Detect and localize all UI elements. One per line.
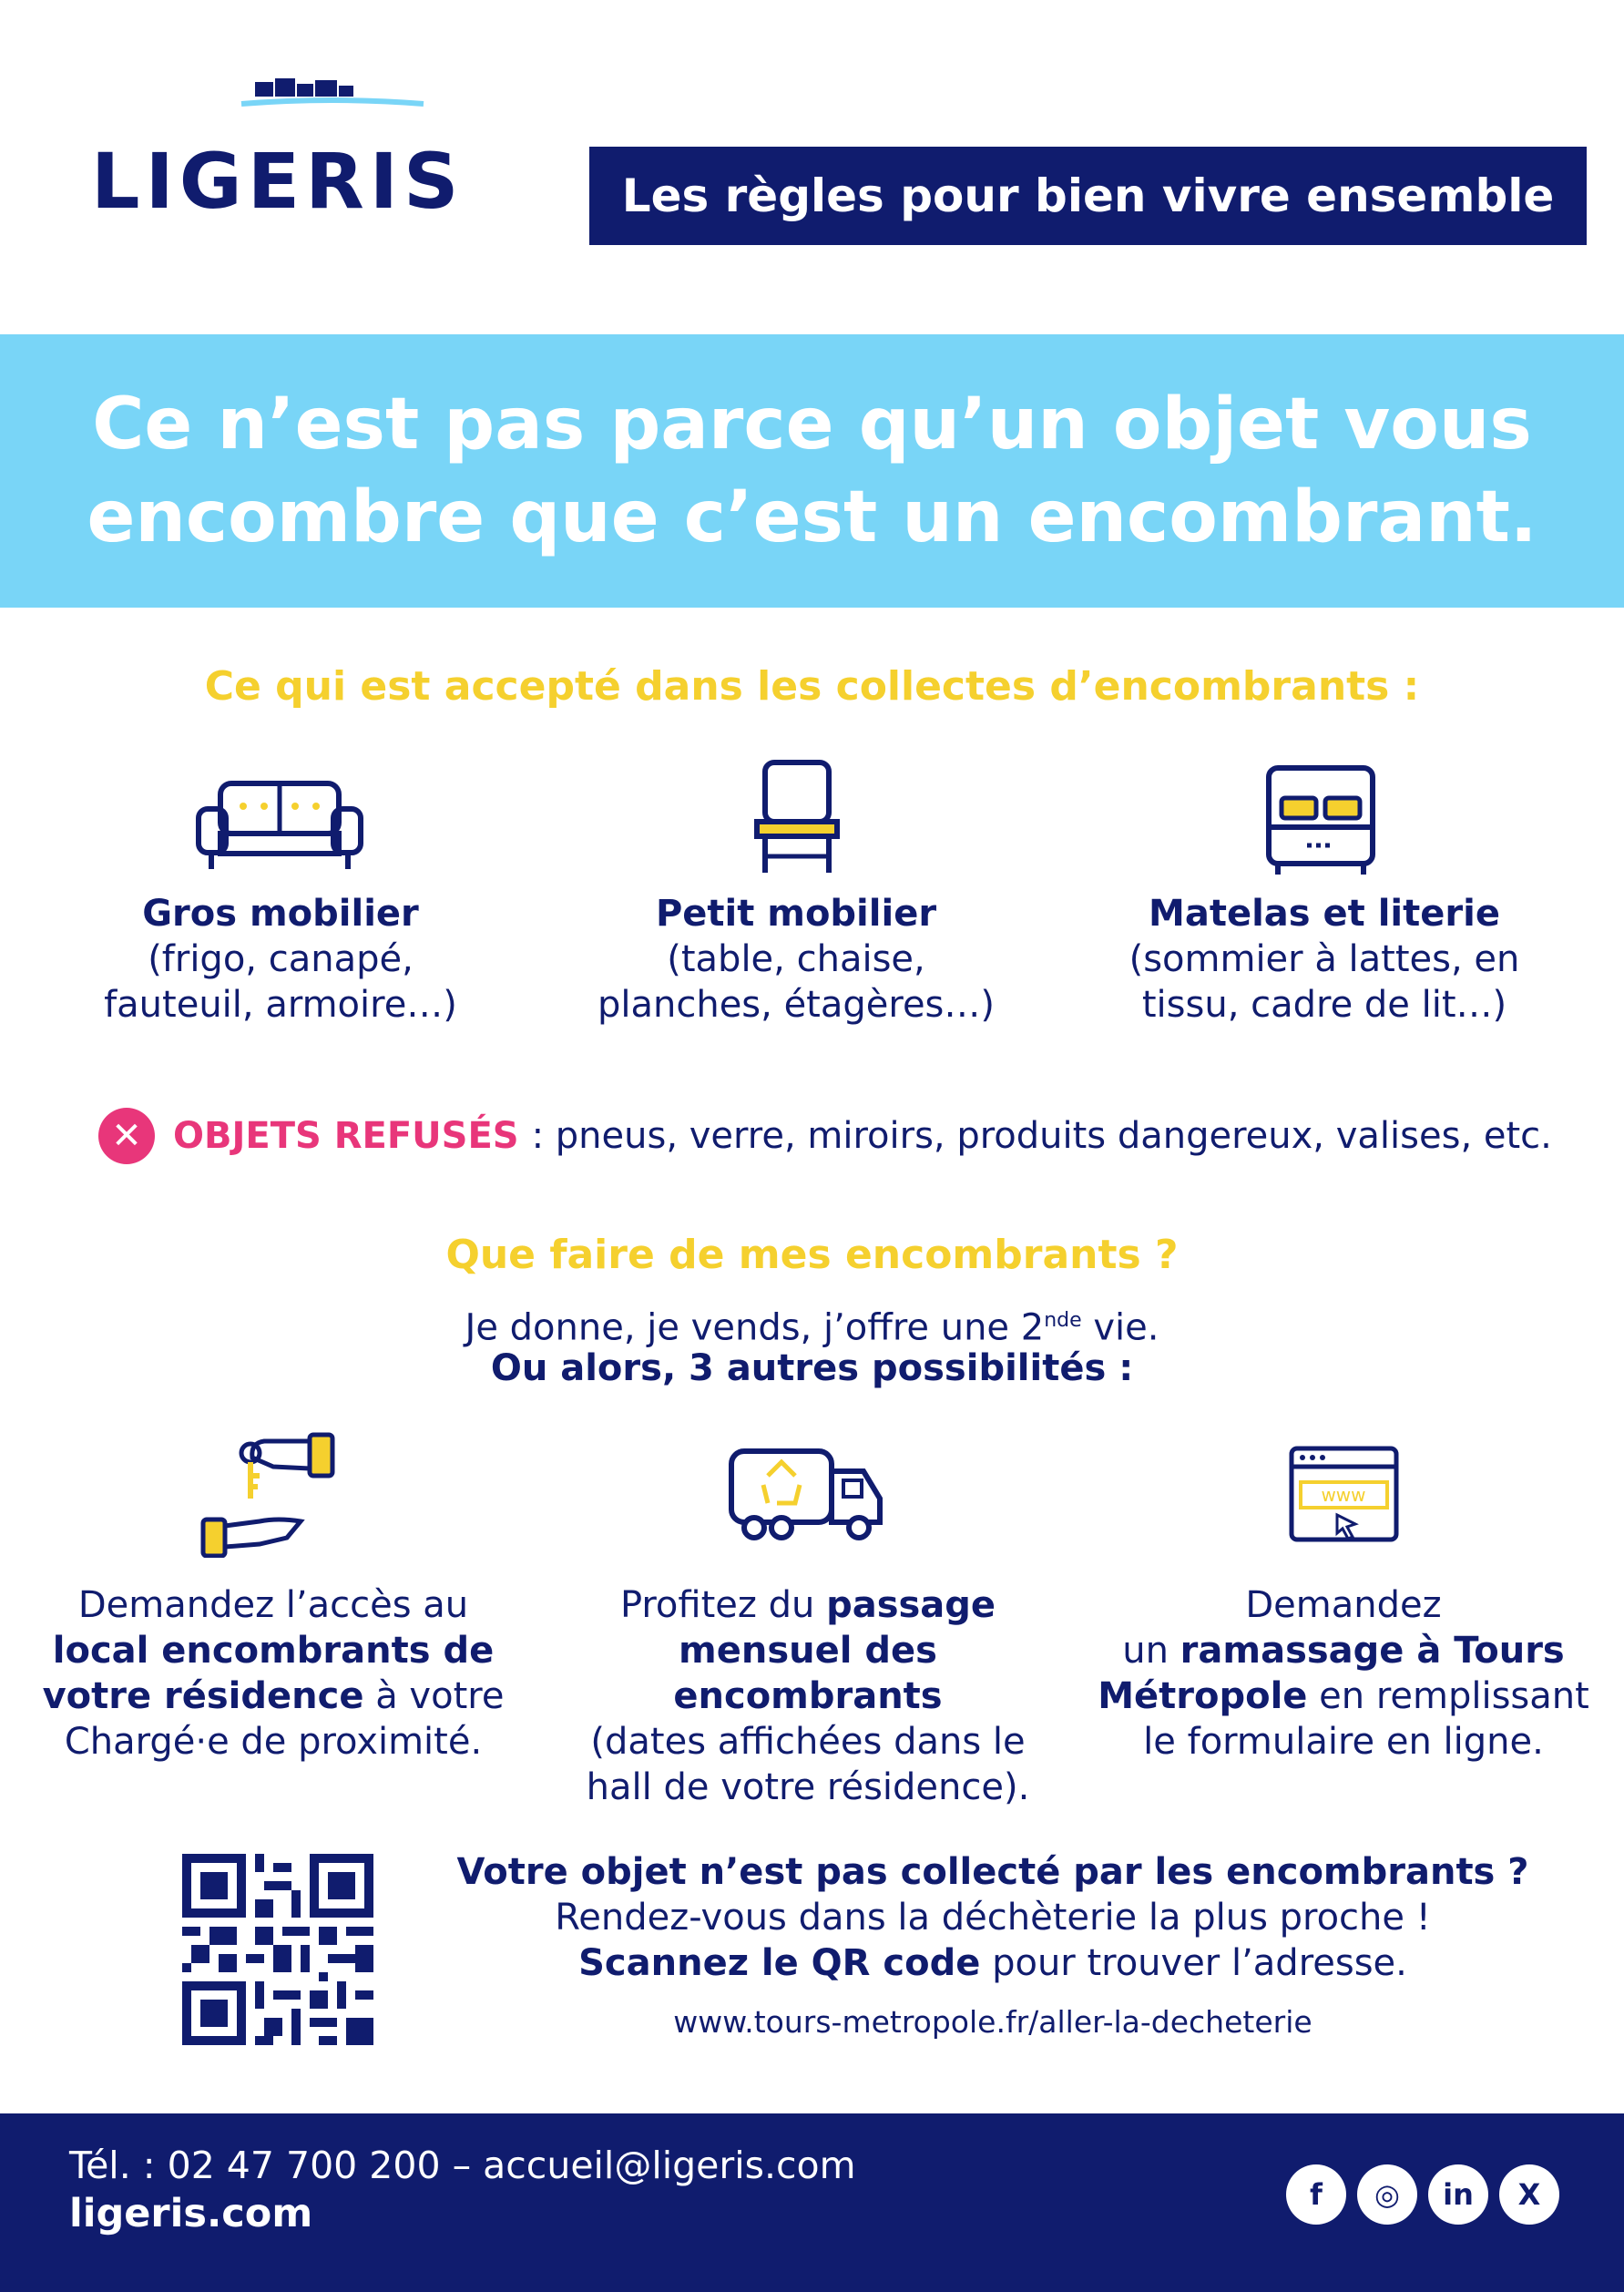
svg-text:www: www (1321, 1484, 1366, 1506)
option-text-bold: passage (826, 1584, 996, 1626)
option-text: Chargé·e de proximité. (64, 1721, 483, 1763)
option-text: hall de votre résidence). (586, 1766, 1030, 1808)
recycling-truck-icon (727, 1444, 886, 1544)
option-text: Demandez l’accès au (77, 1584, 469, 1626)
footer-contact[interactable]: Tél. : 02 47 700 200 – accueil@ligeris.com (69, 2144, 856, 2187)
item-detail: (frigo, canapé, (148, 938, 414, 980)
facebook-icon[interactable]: f (1286, 2164, 1346, 2225)
hero-headline (0, 334, 1624, 608)
linkedin-icon[interactable]: in (1428, 2164, 1488, 2225)
option-text-bold: Métropole (1098, 1675, 1308, 1717)
option-text: Profitez du (619, 1584, 827, 1626)
option-text: Demandez (1245, 1584, 1442, 1626)
instagram-icon[interactable]: ◎ (1357, 2164, 1417, 2225)
what-to-do-title: Que faire de mes encombrants ? (445, 1232, 1179, 1278)
keys-handover-icon (196, 1430, 342, 1558)
chair-icon (751, 758, 843, 876)
qr-line-3-bold: Scannez le QR code (578, 1942, 981, 1984)
qr-line-2: Rendez-vous dans la déchèterie la plus proche ! (555, 1897, 1431, 1939)
logo-wordmark: LIGERIS (91, 137, 465, 226)
sofa-icon (193, 774, 366, 875)
what-to-do-line1 (0, 1297, 1624, 1351)
option-ramassage (1079, 1582, 1608, 1765)
option-passage-mensuel (544, 1582, 1072, 1810)
footer (0, 2113, 1624, 2292)
refused-objects (98, 1104, 1556, 1168)
item-detail: planches, étagères…) (597, 984, 995, 1026)
logo-mark-icon (237, 73, 428, 118)
bed-icon (1261, 763, 1380, 877)
item-detail: (sommier à lattes, en (1129, 938, 1520, 980)
option-local-encombrants (9, 1582, 537, 1765)
option-text-bold: local encombrants de (52, 1630, 495, 1672)
option-text: un (1122, 1630, 1180, 1672)
x-icon[interactable]: X (1499, 2164, 1559, 2225)
hero-line-2: encombre que c’est un encombrant. (87, 476, 1537, 558)
option-text: en remplissant (1307, 1675, 1589, 1717)
superscript: nde (1044, 1309, 1082, 1332)
footer-site-link[interactable]: ligeris.com (69, 2191, 313, 2236)
accepted-title: Ce qui est accepté dans les collectes d’encombrants : (204, 663, 1420, 710)
item-title: Matelas et literie (1149, 893, 1500, 935)
option-text: à votre (363, 1675, 505, 1717)
item-detail: fauteuil, armoire…) (104, 984, 457, 1026)
item-detail: (table, chaise, (667, 938, 925, 980)
header-banner: Les règles pour bien vivre ensemble (589, 147, 1587, 245)
qr-code[interactable] (182, 1854, 373, 2045)
text: Je donne, je vends, j’offre une 2 (465, 1306, 1045, 1349)
item-title: Gros mobilier (142, 893, 419, 935)
option-text: le formulaire en ligne. (1143, 1721, 1544, 1763)
qr-line-3: pour trouver l’adresse. (980, 1942, 1407, 1984)
text: vie. (1081, 1306, 1159, 1349)
refused-x-icon: ✕ (98, 1108, 155, 1164)
option-text-bold: votre résidence (42, 1675, 364, 1717)
option-text: (dates affichées dans le (590, 1721, 1026, 1763)
accepted-item-gros-mobilier (26, 891, 536, 1028)
web-form-icon (1287, 1444, 1401, 1544)
accepted-item-matelas (1069, 891, 1579, 1028)
refused-label: OBJETS REFUSÉS (173, 1115, 519, 1157)
option-text-bold: mensuel des encombrants (673, 1630, 943, 1717)
refused-list: : pneus, verre, miroirs, produits dangereux, valises, etc. (531, 1115, 1552, 1157)
qr-instructions (392, 1849, 1594, 1986)
item-title: Petit mobilier (655, 893, 937, 935)
decheterie-link[interactable]: www.tours-metropole.fr/aller-la-decheterie (673, 2004, 1312, 2040)
option-text-bold: ramassage à Tours (1180, 1630, 1565, 1672)
item-detail: tissu, cadre de lit…) (1141, 984, 1507, 1026)
qr-line-1: Votre objet n’est pas collecté par les encombrants ? (456, 1851, 1529, 1893)
ligeris-logo (91, 73, 474, 226)
accepted-item-petit-mobilier (541, 891, 1051, 1028)
hero-line-1: Ce n’est pas parce qu’un objet vous (92, 384, 1532, 466)
what-to-do-line2: Ou alors, 3 autres possibilités : (490, 1347, 1134, 1389)
